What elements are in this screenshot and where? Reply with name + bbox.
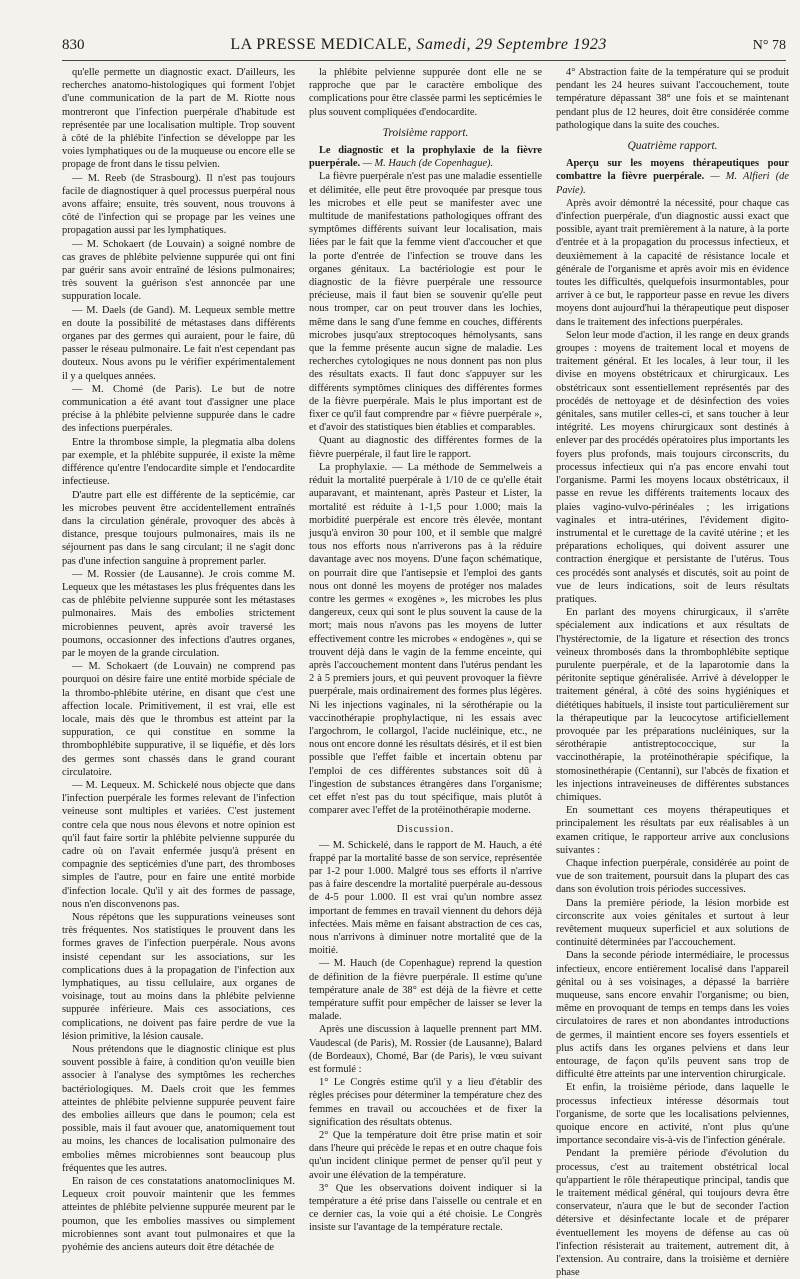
page-header (62, 36, 786, 61)
paragraph: Selon leur mode d'action, il les range en deux grands groupes : moyens de traitement local et moyens de traitement général. Et les locales, à leur tour, il les divise en moyens obstétricaux et chirurgicaux. Les obstétricaux sont essentiellement représentés par des procédés de nettoyage et de désinfection des voies génitales, sans mutiler celles-ci, et sans toucher à leur intégrité. Les moyens chirurgicaux sont destinés à enlever par des procédés opératoires plus importants les foyers plus profonds, mais toujours circonscrits, du processus infectieux qui n'a pas encore envahi tout l'organisme. Parmi les moyens locaux obstétricaux, il passe en revue les différents traitements locaux des plaies vagino-vulvo-périnéales ; les irrigations vaginales et intra-utérines, l'évidement digito-instrumental et le curettage de la cavité utérine ; et les préparations echoliques, qui doivent assurer une contraction énergique et persistante de l'utérus. Tous ces procédés sont analysés et discutés, soit au point de vue de leurs indications, soit de leurs résultats pratiques. (556, 329, 789, 605)
page-number: 830 (62, 37, 85, 53)
report-heading (556, 157, 789, 197)
report-body (556, 197, 789, 1279)
paragraph: En soumettant ces moyens thérapeutiques et principalement les résultats par eux réalisables à un examen critique, le rapporteur arrive aux conclusions suivantes : (556, 805, 789, 856)
paragraph: — M. Schokaert (de Louvain) ne comprend pas pourquoi on désire faire une entité morbide spéciale de la thrombo-phlébite utérine, en disant que c'est une affection locale. Primitivement, il est vrai, elle est locale, mais dès que le thrombus est atteint par la suppuration, ce qui constitue en somme la thrombophlébite suppurative, il se liquéfie, et dès lors des germes sont chassés dans le grand courant circulatoire. (62, 661, 295, 778)
paragraph: Après une discussion à laquelle prennent part MM. Vaudescal (de Paris), M. Rossier (de Lausanne), Balard (de Bordeaux), Chomé, Bar (de Paris), le vœu suivant est formulé : (309, 1024, 542, 1076)
paragraph: Chaque infection puerpérale, considérée au point de vue de son traitement, poursuit dans la plupart des cas dans son évolution trois périodes successives. (556, 857, 789, 896)
paragraph: qu'elle permette un diagnostic exact. D'ailleurs, les recherches anatomo-histologiques qui forment l'objet d'une communication de la part de M. Riotte nous montreront que l'infection puerpérale d'habitude est représentée par une localisation multiple. Trop souvent à côté de la phlébite l'infection se développe par les voies lymphatiques ou de la muqueuse ou encore elle se propage de front dans le tissu pelvien. (62, 67, 295, 171)
paragraph: 3° Que les observations doivent indiquer si la température a été prise dans l'aisselle ou centrale et en ce dernier cas, la voie qui a été choisie. Le Congrès insiste sur l'avantage de la température rectale. (309, 1182, 542, 1234)
paragraph: Entre la thrombose simple, la plegmatia alba dolens par exemple, et la phlébite suppurée, il existe la même différence qu'entre l'endocardite simple et l'endocardite infectieuse. (62, 436, 295, 488)
paragraph: En parlant des moyens chirurgicaux, il s'arrête spécialement aux indications et aux résultats de l'hystérectomie, de la ligature et résection des troncs veineux thrombosés dans la thrombophlébite septique purulente puerpérale, et de la laparotomie dans la péritonite septique généralisée. Arrivé à développer le traitement général, à côté des soins hygiéniques et diététiques habituels, il insiste tout particulièrement sur la thérapeutique par la leucocytose artificiellement provoquée par les préparations nucléiniques, sur la sérothérapie antistreptococcique, sur la vaccinothérapie, la protéinothérapie spécifique, la stomosinethérapie (Centanni), sur l'abcès de fixation et les injections intraveineuses de différentes substances chimiques. (556, 607, 789, 803)
report-body (309, 170, 542, 817)
paragraph: — M. Chomé (de Paris). Le but de notre communication a été avant tout d'assigner une place précise à la phlébite pelvienne suppurée dans le cadre des infections puerpérales. (62, 383, 295, 435)
paragraph: — M. Hauch (de Copenhague) reprend la question de définition de la fièvre puerpérale. Il estime qu'une température anale de 38° est déjà de la fièvre et cette température suffit pour empêcher de laisser se lever la malade. (309, 958, 542, 1023)
report-title: Le diagnostic et la prophylaxie de la fièvre puerpérale. (309, 145, 542, 170)
column-middle (309, 66, 542, 1234)
issue-date: Samedi, 29 Septembre 1923 (416, 36, 607, 53)
journal-title (230, 36, 607, 54)
paragraph: Après avoir démontré la nécessité, pour chaque cas d'infection puerpérale, d'un diagnostic aussi exact que possible, ayant trait premièrement à la nature, à la porte d'entrée et à la propagation du processus infectieux, et deuxièmement à la capacité de résistance locale et générale de l'organisme et après avoir mis en évidence toutes les difficultés, quelquefois insurmontables, pour arriver à ce but, le rapporteur passe en revue les divers moyens dont aujourd'hui la thérapeutique peut disposer dans le traitement des infections puerpérales. (556, 197, 789, 328)
paragraph: — M. Daels (de Gand). M. Lequeux semble mettre en doute la possibilité de métastases dans différents organes par des germes qui auraient, pour le faire, dû passer le réseau pulmonaire. Le fait n'est cependant pas douteux. Nous avons pu le vérifier expérimentalement il y a quelques années. (62, 304, 295, 382)
discussion-title: Discussion. (396, 824, 455, 836)
paragraph: — M. Rossier (de Lausanne). Je crois comme M. Lequeux que les métastases les plus fréquentes dans les cas de phlébite pelvienne suppurée sont les métastases pulmonaires. Mais des embolies strictement microbiennes peuvent, après avoir traversé les poumons, occasionner des infections d'autres organes, par le moyen de la grande circulation. (62, 568, 295, 659)
column-right (556, 66, 789, 1279)
column-left (62, 66, 295, 1254)
paragraph: La fièvre puerpérale n'est pas une maladie essentielle et délimitée, elle peut être provoquée par presque tous les microbes et elle peut se manifester avec une multitude de manifestations pathologiques offrant des symptômes différents suivant leur localisation, mais liées par le fait que la femme vient d'accoucher et que la porte d'entrée de l'infection se trouve dans les organes génitaux. La bactériologie est pour le diagnostic de la fièvre puerpérale une ressource précieuse, mais il faut bien se souvenir qu'elle peut nous tromper, car on peut trouver dans les lochies, même dans le sang d'une femme en couches, différents microbes jusqu'aux streptocoques hémolysants, sans que la femme présente aucun signe de maladie. Les recherches cytologiques ne nous donnent pas non plus des résultats exacts. Il faut donc s'appuyer sur les différents symptômes cliniques des différentes formes de la fièvre puerpérale. Mais le plus important est de fixer ce qu'il faut comprendre par « fièvre puerpérale », et d'avoir des statistiques bien établies et comparables. (309, 171, 542, 434)
section-title: Troisième rapport. (382, 126, 469, 139)
paragraph: Dans la première période, la lésion morbide est circonscrite aux voies génitales et surtout à leur revêtement muqueux superficiel et aux solutions de continuité déterminées par l'accouchement. (556, 897, 789, 949)
paragraph: Quant au diagnostic des différentes formes de la fièvre puerpérale, il faut lire le rapport. (309, 435, 542, 460)
paragraph: 1° Le Congrès estime qu'il y a lieu d'établir des règles précises pour déterminer la température chez des femmes en travail ou accouchées et de fixer la signification des résultats obtenus. (309, 1077, 542, 1128)
paragraph: Et enfin, la troisième période, dans laquelle le processus infectieux intéresse désormais tout l'organisme, de sorte que les localisations pelviennes, quoique encore en activité, n'ont plus qu'une importance secondaire vis-à-vis de l'infection générale. (556, 1082, 789, 1147)
report-author: — M. Alfieri (de Pavie). (556, 171, 789, 196)
paragraph: — M. Schickelé, dans le rapport de M. Hauch, a été frappé par la mortalité basse de son service, représentée par 1-2 pour 1.000. Malgré tous ses efforts il n'arrive pas à faire descendre la mortalité puerpérale au-dessous de 4-5 pour 1.000. Il est vrai qu'un nombre assez important de femmes en travail viennent du dehors déjà infectées. Mais même en faisant abstraction de ces cas, nous n'arrivons à diminuer notre mortalité que de la moitié. (309, 839, 542, 957)
paragraph: — M. Reeb (de Strasbourg). Il n'est pas toujours facile de diagnostiquer à quel processus puerpéral nous avons affaire; ensuite, très souvent, nous trouvons à côté de l'infection qui se propage par les veines une propagation aussi par les lymphatiques. (62, 172, 295, 237)
paragraph: 2° Que la température doit être prise matin et soir dans l'heure qui précède le repas et en outre chaque fois qu'un incident clinique permet de penser qu'il peut y avoir une élévation de la température. (309, 1130, 542, 1181)
paragraph: — M. Schokaert (de Louvain) a soigné nombre de cas graves de phlébite pelvienne suppurée qui ont fini par guérir sans avoir entraîné de lésions pulmonaires; très souvent la guérison s'est annoncée par une suppuration locale. (62, 238, 295, 303)
text-columns (62, 66, 792, 1279)
paragraph: 4° Abstraction faite de la température qui se produit pendant les 24 heures suivant l'accouchement, toute température dépassant 38° une fois et se maintenant pendant plus de 12 heures, doit être considérée comme pathologique dans la suite des couches. (556, 67, 789, 131)
paragraph: Nous prétendons que le diagnostic clinique est plus souvent possible à faire, à condition qu'on veuille bien associer à l'analyse des symptômes les recherches bactériologiques. M. Daels croit que les femmes atteintes de phlébite pelvienne suppurée peuvent faire des embolies ailleurs que dans le poumon; cela est possible, mais il faut avouer que, anatomiquement tout au moins, les chances de localisation pulmonaire des embolies mêmes microbiennes sont beaucoup plus fréquentes que les autres. (62, 1044, 295, 1174)
paragraph: En raison de ces constatations anatomocliniques M. Lequeux croit pouvoir maintenir que les femmes atteintes de phlébite pelvienne suppurée meurent par le poumon, que les embolies massives ou simplement microbiennes sont avant tout pulmonaires et que la pyohémie des anciens auteurs doit être détachée de (62, 1176, 295, 1254)
paragraph: la phlébite pelvienne suppurée dont elle ne se rapproche que par le caractère embolique des complications pour être classée parmi les septicémies le plus souvent compliquées d'endocardite. (309, 67, 542, 118)
discussion-body (309, 839, 542, 1235)
paragraph: La prophylaxie. — La méthode de Semmelweis a réduit la mortalité puerpérale à 1/10 de ce qu'elle était auparavant, et maintenant, après Pasteur et Lister, la mortalité est réduite à 1-1,5 pour 1.000; mais la morbidité puerpérale est encore très élevée, montant jusqu'à environ 30 pour 100, et il semble que malgré tous nos efforts nous n'arriverons pas à la réduire davantage avec nos moyens. D'une façon schématique, on pourrait dire que l'antisepsie et l'emploi des gants nous ont donné les moyens de protéger nos malades contre les germes « exogènes », les microbes les plus dangereux, ceux qui sont le plus souvent la cause de la mort; mais nous n'avons pas les moyens de lutter effectivement contre les microbes « endogènes », qui se trouvent déjà dans le vagin de la femme enceinte, qui après l'accouchement montent dans l'utérus pendant les 2 à 5 premiers jours, et qui peuvent provoquer la fièvre puerpérale, mais ordinairement des formes plus légères. Ni les injections vaginales, ni la sérothérapie ou la vaccinothérapie prophylactique, ni les essais avec l'argochrom, le collargol, l'acide nucléinique, etc., ne nous ont encore donné les résultats désirés, et il est bien possible que l'effet faible et incertain obtenu par l'emploi de ces différentes substances soit dû à l'ingestion de substances étrangères dans l'organisme; cet effet n'est pas du tout spécifique, mais plutôt à comparer avec l'effet de la protéinothérapie moderne. (309, 461, 542, 817)
paragraph: Pendant la première période d'évolution du processus, c'est au traitement obstétrical local qu'appartient le rôle thérapeutique principal, tandis que le traitement médical général, qui toujours devra être conservateur, n'aura que le but de seconder l'action détersive et désinfectante locale et de préparer éventuellement les moyens de défense au cas où l'infection résisterait au traitement, autrement dit, à l'extension. Au contraire, dans la troisième et dernière phase (556, 1148, 789, 1279)
section-title: Quatrième rapport. (627, 140, 718, 153)
paragraph: — M. Lequeux. M. Schickelé nous objecte que dans l'infection puerpérale les formes relevant de l'infection veineuse sont multiples et variées. C'est justement contre cela que nous nous élevons et notre opinion est qu'il faut faire sortir la phlébite pelvienne suppurée du cadre où on l'avait enfermée jusqu'à présent en compagnie des septicémies d'une part, des thromboses simples de l'autre, pour en faire une entité morbide d'infection locale. Qu'il y ait des formes de passage, nous n'en disconvenons pas. (62, 779, 295, 910)
paragraph: Nous répétons que les suppurations veineuses sont très fréquentes. Nos statistiques le prouvent dans les formes graves de l'infection puerpérale. Nous avons insisté cependant sur les associations, sur les complications dues à la propagation de l'infection aux lymphatiques, au tissu cellulaire, aux organes de voisinage, tout au moins dans la phlébite pelvienne suppurée inférieure. Mais ces associations, ces complications, ne doivent pas faire perdre de vue la lésion primitive, la lésion causale. (62, 912, 295, 1042)
paragraph: D'autre part elle est différente de la septicémie, car les microbes peuvent être accidentellement entraînés dans la circulation générale, provoquer des abcès à distance, presque toujours pulmonaires, mais ils ne séjournent pas dans le sang circulant; il ne s'agit donc pas d'une infection sanguine à proprement parler. (62, 489, 295, 567)
report-title: Aperçu sur les moyens thérapeutiques pour combattre la fièvre puerpérale. (556, 158, 789, 183)
report-heading (309, 144, 542, 170)
paragraph: Dans la seconde période intermédiaire, le processus infectieux, encore entièrement localisé dans l'appareil génital ou à ses voisinages, a dépassé la barrière muqueuse, sans encore envahir l'organisme; ou bien, même en provoquant de temps en temps dans les voies circulatoires de rares et non abondantes introductions de germes, il maintient encore ses foyers essentiels et plus actifs dans les organes pelviens et dans leur entourage, de façon qu'ils peuvent sans trop de difficulté être atteints par une intervention chirurgicale. (556, 950, 789, 1081)
journal-name: LA PRESSE MEDICALE, (230, 36, 412, 53)
issue-number: N° 78 (752, 38, 786, 53)
report-author: — M. Hauch (de Copenhague). (362, 158, 494, 170)
